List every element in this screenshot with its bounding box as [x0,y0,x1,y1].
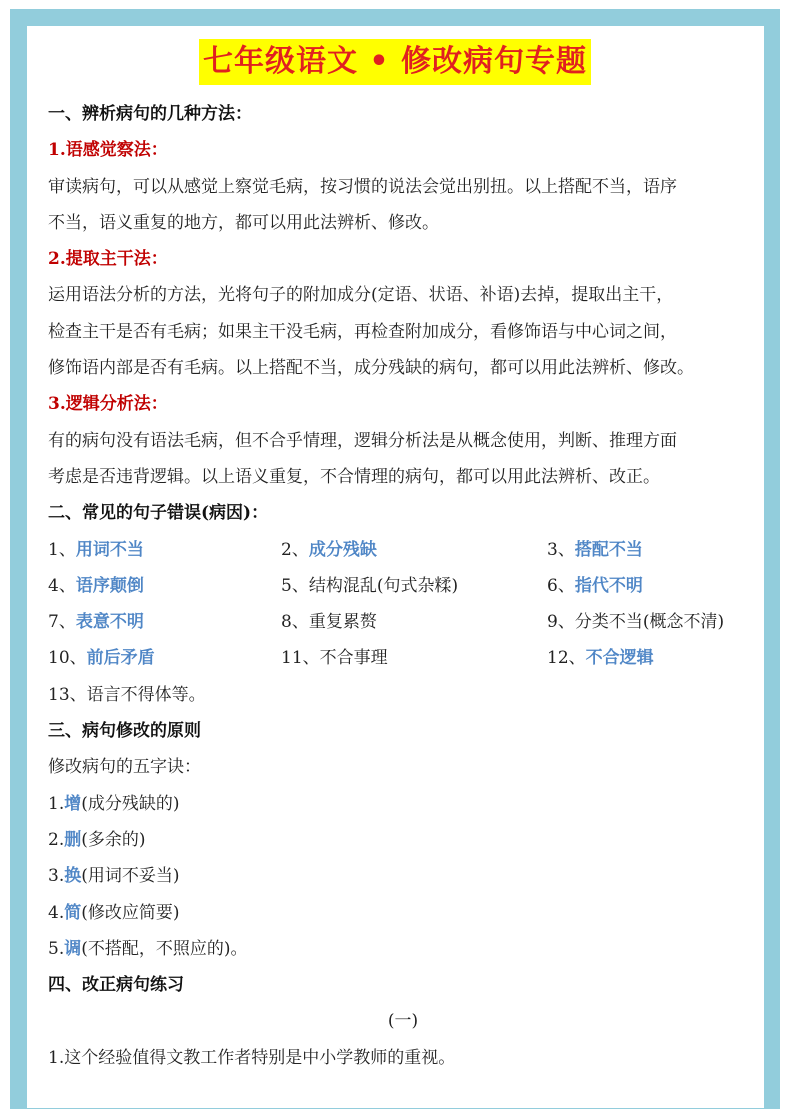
principle-key: 删 [64,829,82,850]
method-1-line: 不当，语义重复的地方，都可以用此法辨析、修改。 [48,212,439,233]
principle-desc: (多余的) [81,829,146,850]
error-num: 1、 [48,539,76,560]
error-text: 用词不当 [75,539,144,560]
method-3-line: 有的病句没有语法毛病，但不合乎情理，逻辑分析法是从概念使用，判断、推理方面 [48,430,677,451]
section1-heading: 一、辨析病句的几种方法： [48,104,252,124]
section3-intro: 修改病句的五字诀： [48,757,201,778]
principle-num: 1. [48,793,65,814]
error-num: 7、 [48,612,76,633]
method-2-title: 2.提取主干法： [48,249,168,270]
section2-heading: 二、常见的句子错误(病因)： [48,503,269,524]
error-row [48,568,758,604]
error-text: 不合逻辑 [585,648,654,669]
error-item [281,604,547,640]
error-item [547,568,758,604]
exercise-subtitle: (一) [387,1011,419,1032]
error-text: 结构混乱(句式杂糅) [308,575,459,596]
exercise-question: 1.这个经验值得文教工作者特别是中小学教师的重视。 [48,1047,456,1068]
error-item [48,640,281,676]
error-row [48,640,758,676]
method-2-line: 检查主干是否有毛病；如果主干没毛病，再检查附加成分，看修饰语与中心词之间， [48,321,677,342]
error-last-item: 13、语言不得体等。 [48,684,206,705]
document-body [48,96,758,1076]
method-3-line: 考虑是否违背逻辑。以上语义重复，不合情理的病句，都可以用此法辨析、改正。 [48,466,660,487]
error-item [281,640,547,676]
error-num: 9、 [547,612,575,633]
error-num: 6、 [547,575,575,596]
principle-desc: (用词不妥当) [81,866,180,887]
error-text: 指代不明 [574,575,643,596]
principle-item [48,786,758,822]
error-item [281,532,547,568]
method-1-line: 审读病句，可以从感觉上察觉毛病，按习惯的说法会觉出别扭。以上搭配不当，语序 [48,176,677,197]
principle-desc: (成分残缺的) [81,793,180,814]
error-text: 分类不当(概念不清) [574,612,725,633]
section4-heading: 四、改正病句练习 [48,975,184,996]
error-num: 12、 [547,648,586,669]
principle-item [48,822,758,858]
error-num: 5、 [281,575,309,596]
page-title: 七年级语文 • 修改病句专题 [199,39,591,85]
principle-desc: (修改应简要) [81,902,180,923]
error-item [547,532,758,568]
error-text: 搭配不当 [574,539,643,560]
error-item [547,604,758,640]
principle-item [48,895,758,931]
method-2-line: 修饰语内部是否有毛病。以上搭配不当，成分残缺的病句，都可以用此法辨析、修改。 [48,358,694,379]
error-num: 10、 [48,648,87,669]
section3-heading: 三、病句修改的原则 [48,721,201,742]
principle-key: 增 [64,793,82,814]
error-item [281,568,547,604]
principle-num: 2. [48,829,65,850]
error-text: 表意不明 [75,612,144,633]
error-text: 前后矛盾 [86,648,155,669]
error-row [48,532,758,568]
error-item [48,604,281,640]
method-3-title: 3.逻辑分析法： [48,394,168,415]
error-text: 语序颠倒 [75,575,144,596]
principle-num: 3. [48,866,65,887]
principle-num: 5. [48,938,65,959]
principle-item [48,931,758,967]
error-num: 11、 [281,648,320,669]
error-item [48,568,281,604]
principle-key: 调 [64,938,82,959]
principle-key: 换 [64,866,82,887]
error-num: 4、 [48,575,76,596]
error-text: 重复累赘 [308,612,377,633]
error-num: 3、 [547,539,575,560]
method-2-line: 运用语法分析的方法，光将句子的附加成分(定语、状语、补语)去掉，提取出主干， [48,285,674,306]
principle-num: 4. [48,902,65,923]
principle-item [48,858,758,894]
method-1-title: 1.语感觉察法： [48,140,168,161]
principle-desc: (不搭配，不照应的)。 [81,938,248,959]
error-row [48,604,758,640]
error-text: 成分残缺 [308,539,377,560]
principle-key: 简 [64,902,82,923]
error-text: 不合事理 [319,648,388,669]
error-item [48,532,281,568]
error-item [547,640,758,676]
error-num: 8、 [281,612,309,633]
error-num: 2、 [281,539,309,560]
